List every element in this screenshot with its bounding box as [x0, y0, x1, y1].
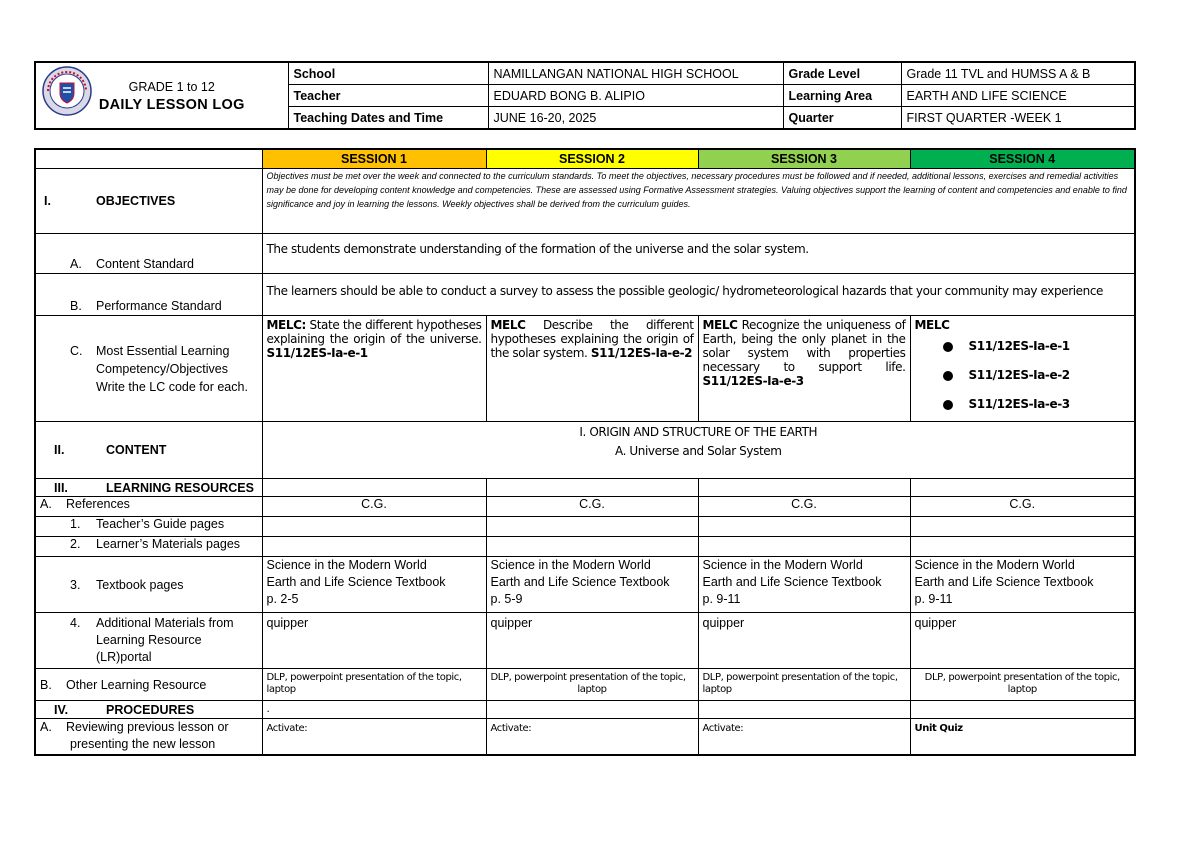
objectives-text: Objectives must be met over the week and connected to the curriculum standards. To meet the objectives, necessary procedures must be followed and if needed, additional lessons, exercises and remedial activities may be done for developing content knowledge and competencies. These are assessed using Formative Assessment strategies. Valuing objectives support the learning of content and competencies and enable to find significance and joy in learning the lessons. Weekly objectives shall be derived from the curriculum guides.: [262, 169, 1135, 234]
additional-session-2: quipper: [486, 613, 698, 669]
list-item: S11/12ES-Ia-e-3: [915, 390, 1131, 419]
content-standard-text: The students demonstrate understanding of the formation of the universe and the solar system.: [262, 234, 1135, 274]
content-heading: II. CONTENT: [35, 422, 262, 479]
learning-area-value: EARTH AND LIFE SCIENCE: [901, 85, 1135, 107]
textbook-session-4: Science in the Modern World Earth and Life Science Textbook p. 9-11: [910, 557, 1135, 613]
grade-level-value: Grade 11 TVL and HUMSS A & B: [901, 62, 1135, 85]
textbook-session-2: Science in the Modern World Earth and Life Science Textbook p. 5-9: [486, 557, 698, 613]
melc-code-list: [915, 332, 1131, 419]
deped-seal-icon: [42, 66, 92, 116]
corner-cell: [35, 149, 262, 169]
additional-session-3: quipper: [698, 613, 910, 669]
melc-session-1: MELC: State the different hypotheses explaining the origin of the universe. S11/12ES-Ia-e-1: [262, 316, 486, 422]
header-table: [34, 61, 1136, 130]
content-text: I. ORIGIN AND STRUCTURE OF THE EARTH A. Universe and Solar System: [262, 422, 1135, 479]
quarter-label: Quarter: [783, 107, 901, 130]
quarter-value: FIRST QUARTER -WEEK 1: [901, 107, 1135, 130]
reviewing-session-1: Activate:: [262, 719, 486, 755]
teaching-dates-label: Teaching Dates and Time: [288, 107, 488, 130]
learning-area-label: Learning Area: [783, 85, 901, 107]
objectives-heading: I. OBJECTIVES: [35, 169, 262, 234]
textbook-label: 3. Textbook pages: [35, 557, 262, 613]
list-item: S11/12ES-Ia-e-1: [915, 332, 1131, 361]
references-session-2: C.G.: [486, 497, 698, 517]
session-3-header: SESSION 3: [698, 149, 910, 169]
melc-session-3: MELC Recognize the uniqueness of Earth, being the only planet in the solar system with properties necessary to support life. S11/12ES-Ia-e-3: [698, 316, 910, 422]
log-title: DAILY LESSON LOG: [98, 96, 245, 113]
teacher-value: EDUARD BONG B. ALIPIO: [488, 85, 783, 107]
teachers-guide-label: 1. Teacher’s Guide pages: [35, 517, 262, 537]
content-standard-label: A. Content Standard: [35, 234, 262, 274]
other-resource-session-3: DLP, powerpoint presentation of the topic, laptop: [698, 669, 910, 701]
teaching-dates-value: JUNE 16-20, 2025: [488, 107, 783, 130]
session-1-header: SESSION 1: [262, 149, 486, 169]
other-resource-session-2: DLP, powerpoint presentation of the topic, laptop: [486, 669, 698, 701]
other-resource-label: B. Other Learning Resource: [35, 669, 262, 701]
melc-session-4: MELC S11/12ES-Ia-e-1 S11/12ES-Ia-e-2 S11/12ES-Ia-e-3: [910, 316, 1135, 422]
grade-level-label: Grade Level: [783, 62, 901, 85]
procedures-heading: IV. PROCEDURES: [35, 701, 262, 719]
additional-session-4: quipper: [910, 613, 1135, 669]
additional-materials-label: 4. Additional Materials from Learning Resource (LR)portal: [35, 613, 262, 669]
learning-resources-heading: III. LEARNING RESOURCES: [35, 479, 262, 497]
melc-session-2: MELC Describe the different hypotheses explaining the origin of the solar system. S11/12ES-Ia-e-2: [486, 316, 698, 422]
performance-standard-label: B. Performance Standard: [35, 274, 262, 316]
textbook-session-3: Science in the Modern World Earth and Life Science Textbook p. 9-11: [698, 557, 910, 613]
list-item: S11/12ES-Ia-e-2: [915, 361, 1131, 390]
reviewing-session-2: Activate:: [486, 719, 698, 755]
header-title-cell: [35, 62, 288, 129]
references-session-1: C.G.: [262, 497, 486, 517]
lesson-log-table: [34, 148, 1136, 756]
session-4-header: SESSION 4: [910, 149, 1135, 169]
melc-label: C. Most Essential Learning Competency/Objectives Write the LC code for each.: [35, 316, 262, 422]
grade-range: GRADE 1 to 12: [128, 79, 215, 94]
additional-session-1: quipper: [262, 613, 486, 669]
references-label: A. References: [35, 497, 262, 517]
reviewing-label: A. Reviewing previous lesson or presenting the new lesson: [35, 719, 262, 755]
textbook-session-1: Science in the Modern World Earth and Life Science Textbook p. 2-5: [262, 557, 486, 613]
teacher-label: Teacher: [288, 85, 488, 107]
references-session-4: C.G.: [910, 497, 1135, 517]
school-value: NAMILLANGAN NATIONAL HIGH SCHOOL: [488, 62, 783, 85]
procedures-dot: .: [262, 701, 486, 719]
school-label: School: [288, 62, 488, 85]
reviewing-session-3: Activate:: [698, 719, 910, 755]
learners-materials-label: 2. Learner’s Materials pages: [35, 537, 262, 557]
performance-standard-text: The learners should be able to conduct a survey to assess the possible geologic/ hydrometeorological hazards that your community may experience: [262, 274, 1135, 316]
other-resource-session-4: DLP, powerpoint presentation of the topic, laptop: [910, 669, 1135, 701]
references-session-3: C.G.: [698, 497, 910, 517]
session-2-header: SESSION 2: [486, 149, 698, 169]
other-resource-session-1: DLP, powerpoint presentation of the topic, laptop: [262, 669, 486, 701]
reviewing-session-4: Unit Quiz: [910, 719, 1135, 755]
